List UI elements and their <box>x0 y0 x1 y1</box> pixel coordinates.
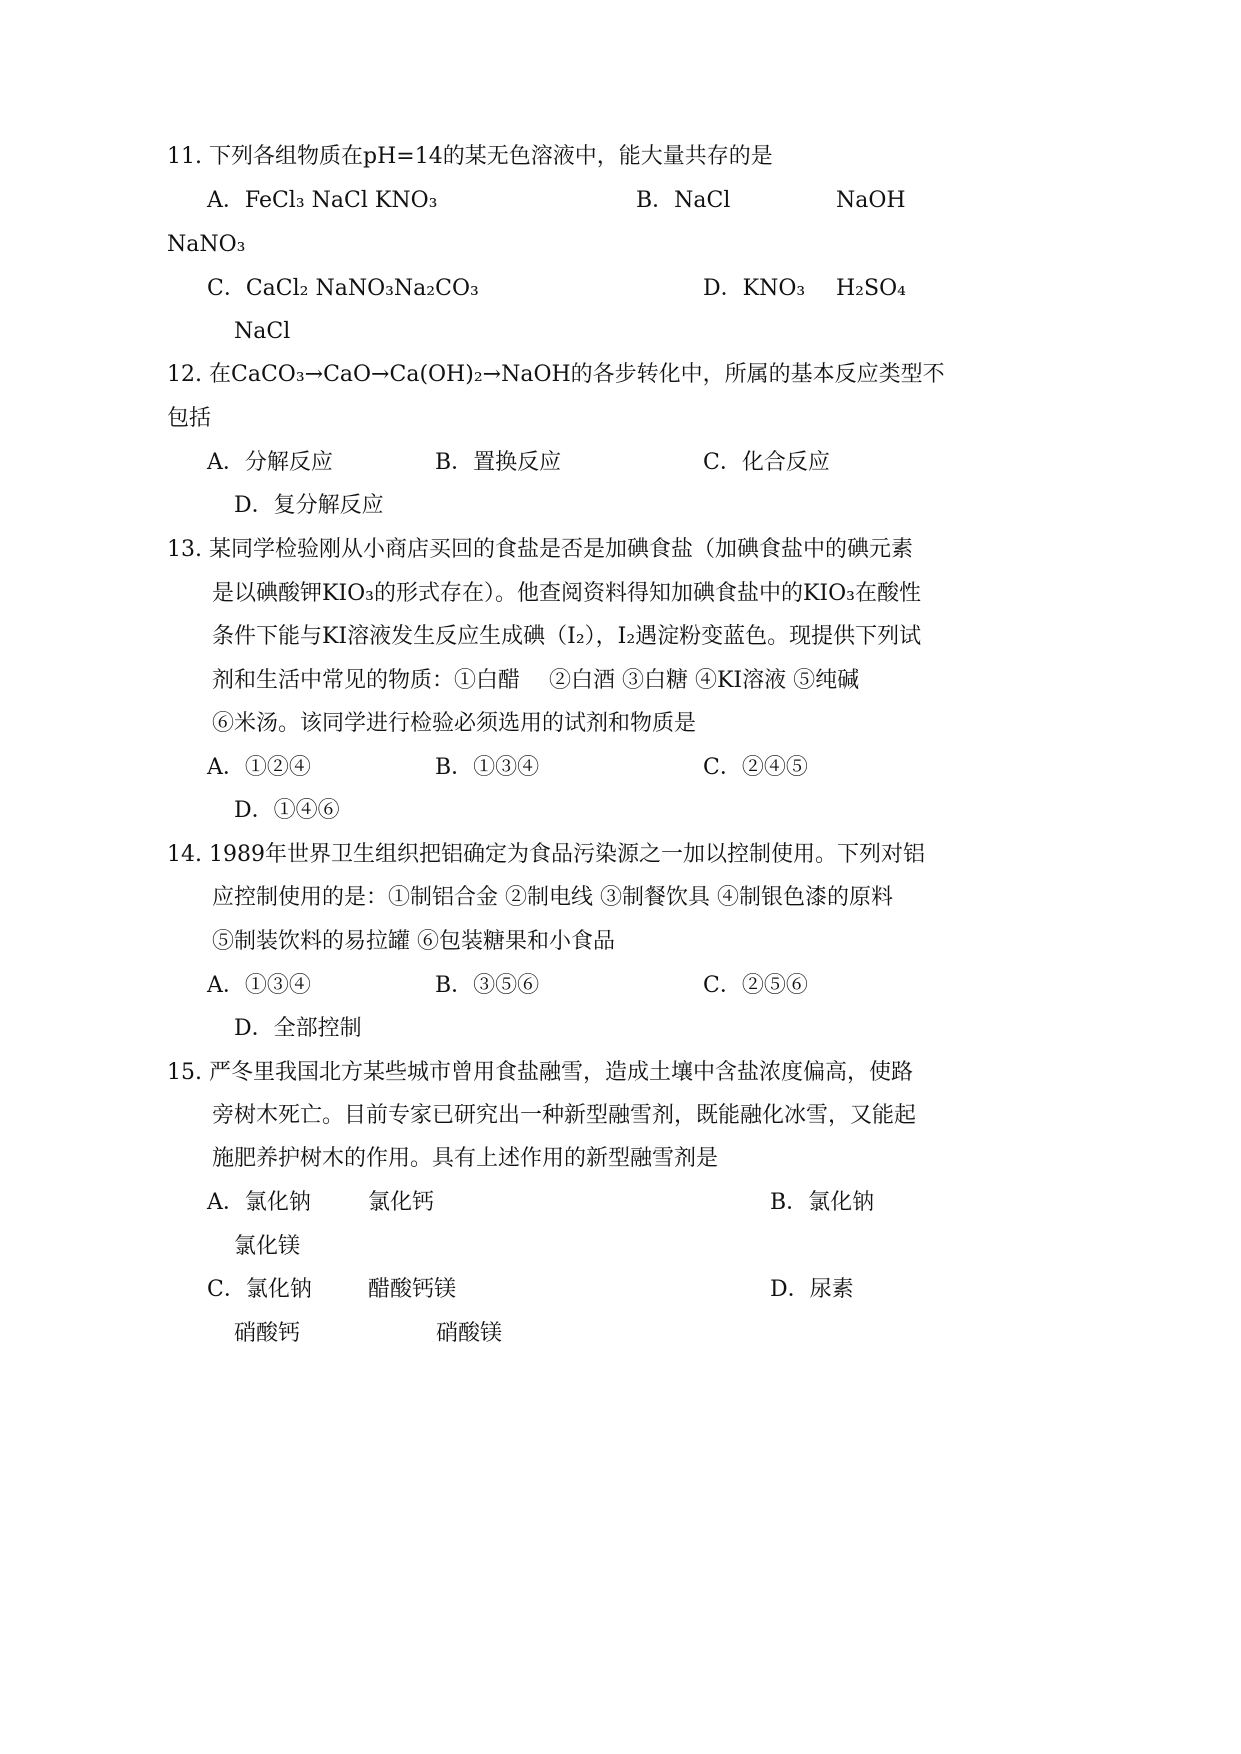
q14-stem-line-3: ⑤制装饮料的易拉罐 ⑥包装糖果和小食品 <box>212 929 615 954</box>
q12-option-a: A．分解反应 <box>207 450 333 475</box>
q13-option-a: A．①②④ <box>207 755 311 780</box>
q13-stem-line-4: 剂和生活中常见的物质：①白醋 ②白酒 ③白糖 ④KI溶液 ⑤纯碱 <box>212 668 860 693</box>
q15-stem-line-2: 旁树木死亡。目前专家已研究出一种新型融雪剂，既能融化冰雪，又能起 <box>212 1103 917 1128</box>
q14-stem <box>167 841 925 869</box>
q15-stem <box>167 1059 913 1087</box>
q15-option-c: C．氯化钠 <box>207 1277 312 1302</box>
q13-stem-line-1: 某同学检验刚从小商店买回的食盐是否是加碘食盐（加碘食盐中的碘元素 <box>209 537 914 562</box>
q15-option-a-extra: 氯化钙 <box>368 1190 435 1215</box>
q13-stem-line-5: ⑥米汤。该同学进行检验必须选用的试剂和物质是 <box>212 711 697 736</box>
q13-option-b: B．①③④ <box>435 755 540 780</box>
q11-option-d-extra: H₂SO₄ <box>836 276 906 301</box>
q13-option-d: D．①④⑥ <box>234 798 340 823</box>
q14-option-b: B．③⑤⑥ <box>435 973 540 998</box>
q15-option-b-wrap: 氯化镁 <box>234 1234 301 1259</box>
q15-number: 15. <box>167 1060 202 1085</box>
q15-stem-line-1: 严冬里我国北方某些城市曾用食盐融雪，造成土壤中含盐浓度偏高，使路 <box>209 1060 914 1085</box>
q11-stem-line-1: 下列各组物质在pH=14的某无色溶液中，能大量共存的是 <box>209 144 773 169</box>
q15-option-d-wrap-2: 硝酸镁 <box>436 1321 503 1346</box>
q11-option-d: D．KNO₃ <box>703 276 806 301</box>
q13-stem-line-2: 是以碘酸钾KIO₃的形式存在）。他查阅资料得知加碘食盐中的KIO₃在酸性 <box>212 581 921 606</box>
q14-option-c: C．②⑤⑥ <box>703 973 808 998</box>
q13-stem-line-3: 条件下能与KI溶液发生反应生成碘（I₂），I₂遇淀粉变蓝色。现提供下列试 <box>212 624 922 649</box>
q11-option-c: C．CaCl₂ NaNO₃Na₂CO₃ <box>207 276 479 301</box>
q11-option-b-wrap: NaNO₃ <box>167 232 246 257</box>
q12-stem-line-2: 包括 <box>167 406 212 431</box>
q14-stem-line-1: 1989年世界卫生组织把铝确定为食品污染源之一加以控制使用。下列对铝 <box>209 842 925 867</box>
q15-option-a: A．氯化钠 <box>207 1190 311 1215</box>
q15-option-d-wrap-1: 硝酸钙 <box>234 1321 301 1346</box>
q11-option-a: A．FeCl₃ NaCl KNO₃ <box>207 188 438 213</box>
q12-stem-line-1: 在CaCO₃→CaO→Ca(OH)₂→NaOH的各步转化中，所属的基本反应类型不 <box>209 362 945 387</box>
q15-option-b: B．氯化钠 <box>770 1190 875 1215</box>
q12-number: 12. <box>167 362 202 387</box>
q12-stem <box>167 361 945 389</box>
q13-number: 13. <box>167 537 202 562</box>
q14-option-a: A．①③④ <box>207 973 311 998</box>
q11-option-b-extra: NaOH <box>836 188 906 213</box>
q11-option-b: B．NaCl <box>636 188 731 213</box>
q15-option-d: D．尿素 <box>770 1277 854 1302</box>
q11-option-d-wrap: NaCl <box>234 319 291 344</box>
q13-option-c: C．②④⑤ <box>703 755 808 780</box>
q14-option-d: D．全部控制 <box>234 1016 362 1041</box>
q11-number: 11. <box>167 144 202 169</box>
q14-stem-line-2: 应控制使用的是：①制铝合金 ②制电线 ③制餐饮具 ④制银色漆的原料 <box>212 885 893 910</box>
q12-option-b: B．置换反应 <box>435 450 562 475</box>
q11-stem <box>167 143 773 171</box>
q13-stem <box>167 536 913 564</box>
q15-stem-line-3: 施肥养护树木的作用。具有上述作用的新型融雪剂是 <box>212 1146 719 1171</box>
q12-option-c: C．化合反应 <box>703 450 830 475</box>
q12-option-d: D．复分解反应 <box>234 493 384 518</box>
q14-number: 14. <box>167 842 202 867</box>
q15-option-c-extra: 醋酸钙镁 <box>368 1277 457 1302</box>
